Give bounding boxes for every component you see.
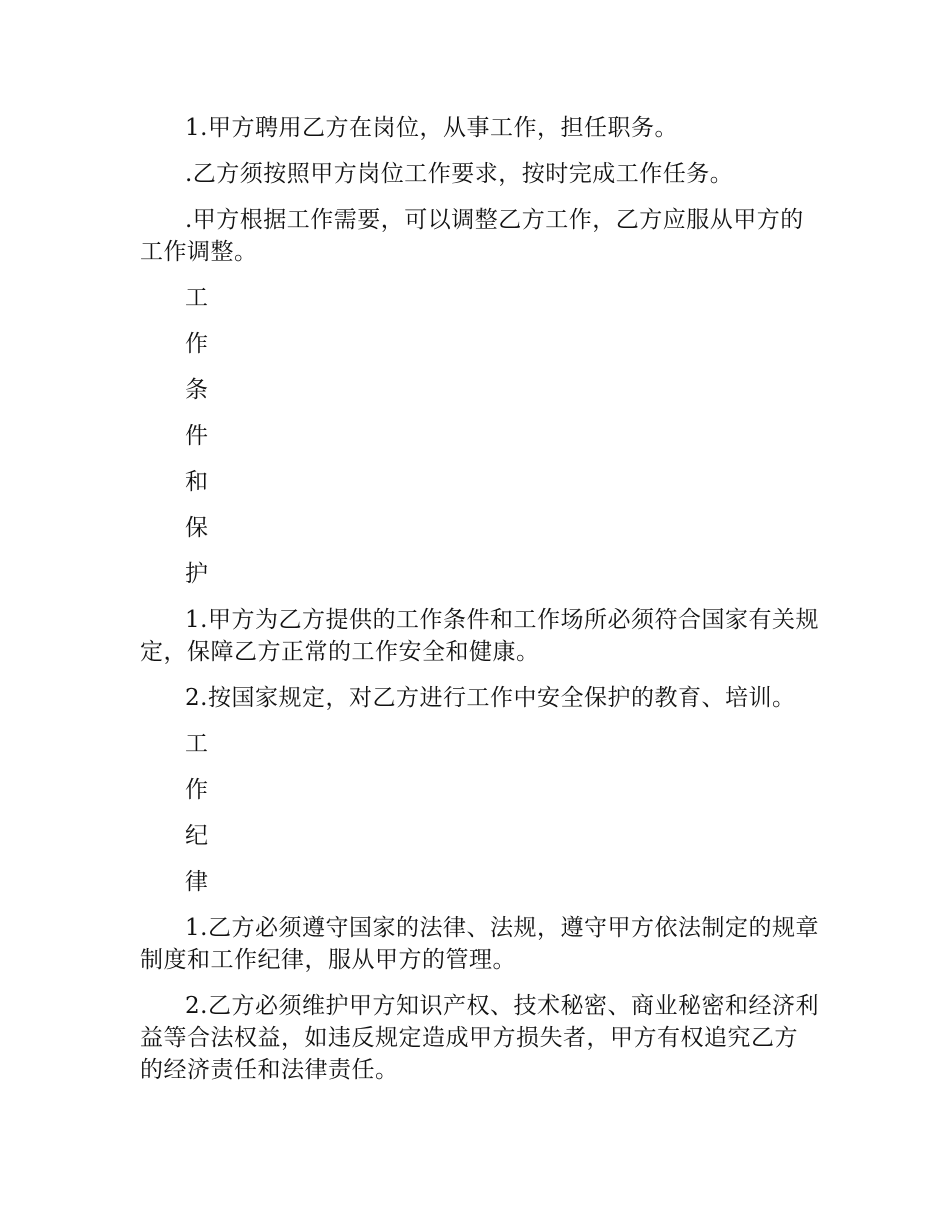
paragraph-obey-rules: 1.乙方必须遵守国家的法律、法规，遵守甲方依法制定的规章制度和工作纪律，服从甲方的管理。 <box>140 915 819 973</box>
paragraph-work-adjustment: .甲方根据工作需要，可以调整乙方工作，乙方应服从甲方的工作调整。 <box>140 207 804 265</box>
paragraph-protect-interests: 2.乙方必须维护甲方知识产权、技术秘密、商业秘密和经济利益等合法权益，如违反规定造成甲方损失者，甲方有权追究乙方的经济责任和法律责任。 <box>140 993 819 1083</box>
paragraph-safety-training: 2.按国家规定，对乙方进行工作中安全保护的教育、培训。 <box>185 685 796 711</box>
heading-char: 保 <box>185 515 208 541</box>
heading-char: 护 <box>185 561 208 587</box>
paragraph-job-position: 1.甲方聘用乙方在岗位，从事工作，担任职务。 <box>185 115 678 141</box>
heading-work-conditions <box>140 282 820 590</box>
heading-char: 律 <box>185 869 208 895</box>
heading-char: 和 <box>185 469 208 495</box>
heading-char: 作 <box>185 331 208 357</box>
heading-char: 工 <box>185 285 208 311</box>
heading-char: 作 <box>185 777 208 803</box>
document-page <box>140 112 820 1100</box>
heading-char: 纪 <box>185 823 208 849</box>
heading-char: 条 <box>185 377 208 403</box>
paragraph-workplace-safety: 1.甲方为乙方提供的工作条件和工作场所必须符合国家有关规定，保障乙方正常的工作安全和健康。 <box>140 607 819 665</box>
heading-char: 工 <box>185 731 208 757</box>
heading-work-discipline <box>140 728 820 898</box>
heading-char: 件 <box>185 423 208 449</box>
paragraph-work-requirements: .乙方须按照甲方岗位工作要求，按时完成工作任务。 <box>185 161 734 187</box>
